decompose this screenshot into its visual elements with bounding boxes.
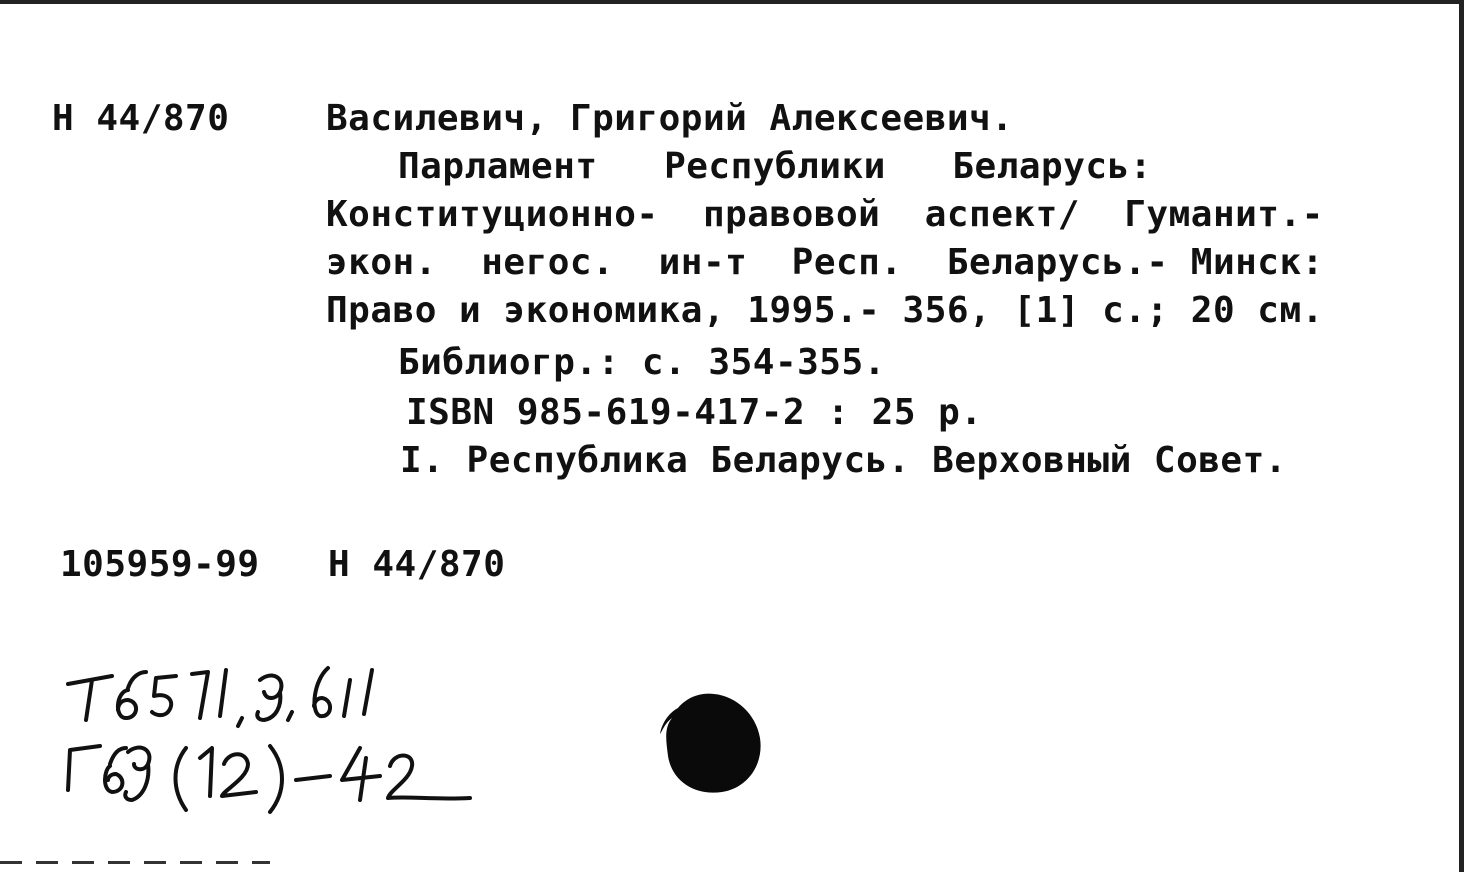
author-heading: Василевич, Григорий Алексеевич. (326, 98, 1014, 139)
shelfmark-repeat: Н 44/870 (328, 544, 506, 585)
shelfmark: Н 44/870 (52, 98, 230, 139)
bibliography-note: Библиогр.: с. 354-355. (398, 342, 886, 383)
subject-heading: I. Республика Беларусь. Верховный Совет. (400, 440, 1287, 481)
title-line-4: Право и экономика, 1995.- 356, [1] с.; 20 см. (326, 290, 1324, 331)
title-line-3: экон. негос. ин-т Респ. Беларусь.- Минск: (326, 242, 1324, 283)
isbn-line: ISBN 985-619-417-2 : 25 р. (406, 392, 983, 433)
title-line-1: Парламент Республики Беларусь: (398, 146, 1152, 187)
accession-number: 105959-99 (60, 544, 260, 585)
card-right-edge (1459, 0, 1464, 872)
card-bottom-edge (0, 861, 270, 864)
card-top-edge (0, 0, 1464, 4)
title-line-2: Конституционно- правовой аспект/ Гуманит.- (326, 194, 1324, 235)
ink-blot (656, 688, 768, 800)
handwritten-classification (60, 640, 480, 860)
